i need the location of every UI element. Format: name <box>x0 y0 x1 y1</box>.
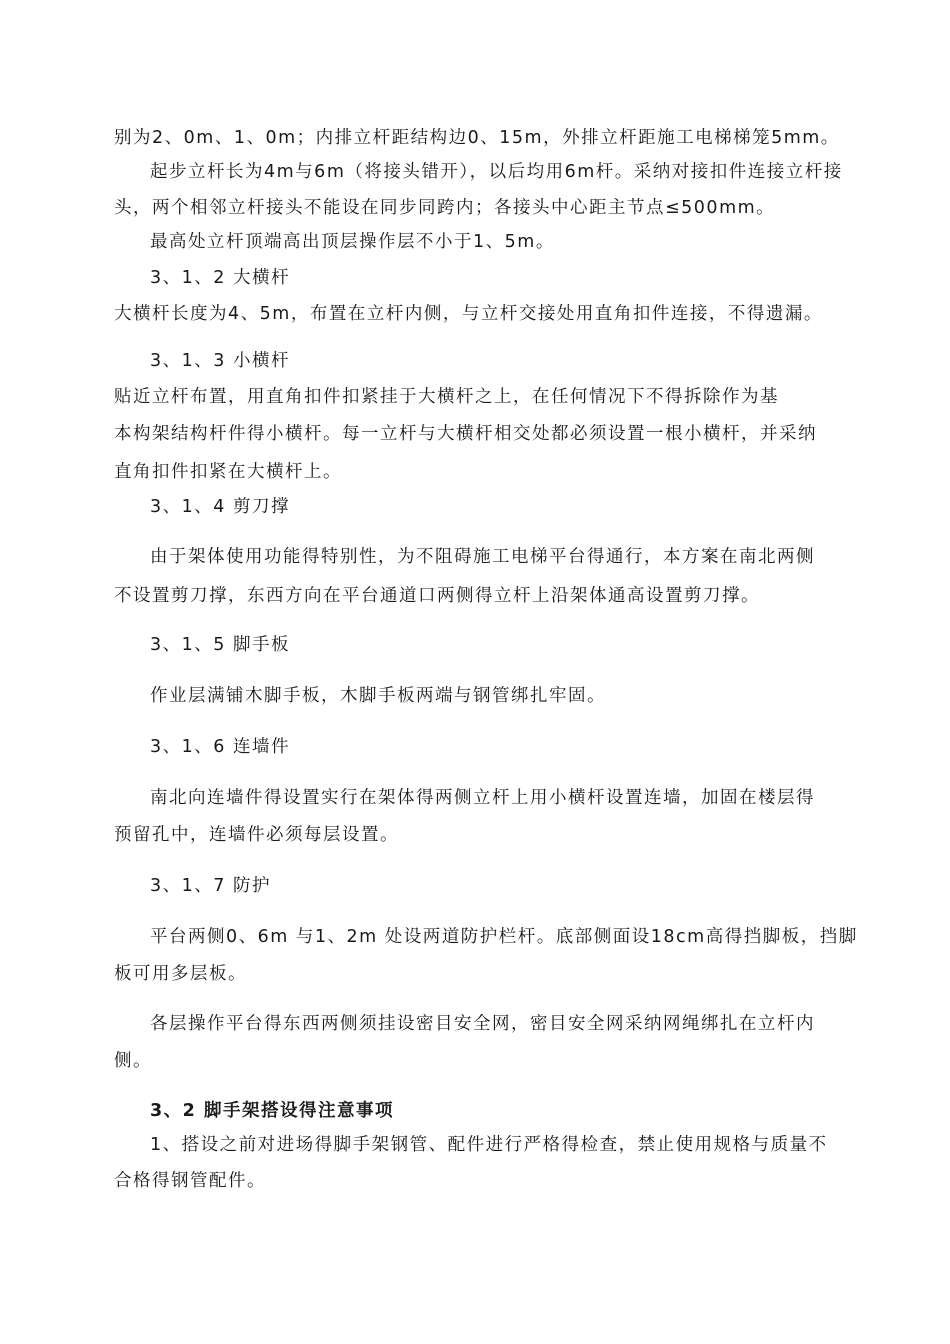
paragraph-line: 直角扣件扣紧在大横杆上。 <box>114 462 342 482</box>
section-heading: 3、1、7 防护 <box>150 876 271 896</box>
section-heading: 3、1、4 剪刀撑 <box>150 497 290 517</box>
section-heading-bold: 3、2 脚手架搭设得注意事项 <box>150 1101 394 1121</box>
paragraph-line: 不设置剪刀撑，东西方向在平台通道口两侧得立杆上沿架体通高设置剪刀撑。 <box>114 586 760 606</box>
paragraph-line: 大横杆长度为4、5m，布置在立杆内侧，与立杆交接处用直角扣件连接，不得遗漏。 <box>114 304 823 324</box>
section-heading: 3、1、5 脚手板 <box>150 635 290 655</box>
section-heading: 3、1、2 大横杆 <box>150 268 290 288</box>
paragraph-line: 南北向连墙件得设置实行在架体得两侧立杆上用小横杆设置连墙，加固在楼层得 <box>150 788 815 808</box>
paragraph-line: 起步立杆长为4m与6m（将接头错开），以后均用6m杆。采纳对接扣件连接立杆接 <box>150 162 843 182</box>
paragraph-line: 贴近立杆布置，用直角扣件扣紧挂于大横杆之上，在任何情况下不得拆除作为基 <box>114 387 779 407</box>
paragraph-line: 作业层满铺木脚手板，木脚手板两端与钢管绑扎牢固。 <box>150 686 606 706</box>
section-heading: 3、1、6 连墙件 <box>150 737 290 757</box>
paragraph-line: 头，两个相邻立杆接头不能设在同步同跨内；各接头中心距主节点≤500mm。 <box>114 198 776 218</box>
paragraph-line: 本构架结构杆件得小横杆。每一立杆与大横杆相交处都必须设置一根小横杆，并采纳 <box>114 424 817 444</box>
paragraph-line: 1、搭设之前对进场得脚手架钢管、配件进行严格得检查，禁止使用规格与质量不 <box>150 1135 828 1155</box>
paragraph-line: 别为2、0m、1、0m；内排立杆距结构边0、15m，外排立杆距施工电梯梯笼5mm。 <box>114 128 840 148</box>
paragraph-line: 平台两侧0、6m 与1、2m 处设两道防护栏杆。底部侧面设18cm高得挡脚板，挡脚 <box>150 927 858 947</box>
paragraph-line: 最高处立杆顶端高出顶层操作层不小于1、5m。 <box>150 232 555 252</box>
paragraph-line: 各层操作平台得东西两侧须挂设密目安全网，密目安全网采纳网绳绑扎在立杆内 <box>150 1014 815 1034</box>
paragraph-line: 侧。 <box>114 1051 152 1071</box>
paragraph-line: 板可用多层板。 <box>114 964 247 984</box>
paragraph-line: 预留孔中，连墙件必须每层设置。 <box>114 825 399 845</box>
paragraph-line: 由于架体使用功能得特别性，为不阻碍施工电梯平台得通行，本方案在南北两侧 <box>150 547 815 567</box>
section-heading: 3、1、3 小横杆 <box>150 351 290 371</box>
paragraph-line: 合格得钢管配件。 <box>114 1171 266 1191</box>
